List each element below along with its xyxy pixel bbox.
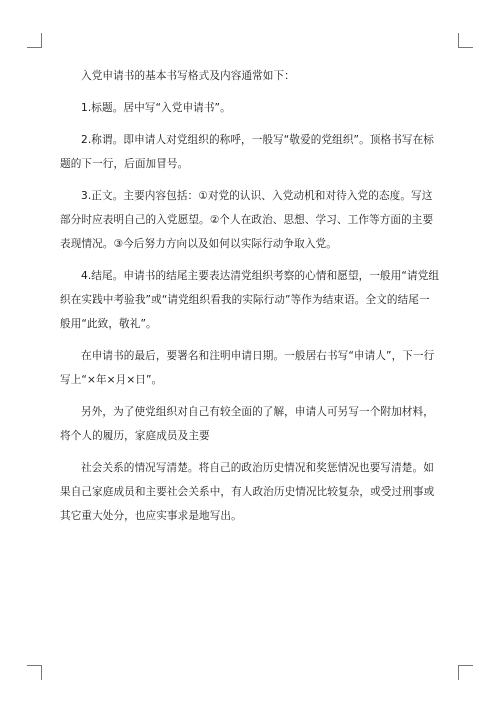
title-paragraph: 1.标题。居中写“入党申请书”。 [81, 102, 231, 114]
page-corner-mark-bottom-right [458, 665, 473, 680]
page-corner-mark-top-right [458, 33, 473, 48]
page-corner-mark-bottom-left [27, 665, 42, 680]
salutation-paragraph: 2.称谓。即申请人对党组织的称呼，一般写“敬爱的党组织”。顶格书写在标题的下一行，后面加冒号。 [60, 134, 434, 170]
supplement-paragraph: 另外，为了使党组织对自己有较全面的了解，申请人可另写一个附加材料，将个人的履历，家庭成员及主要 [60, 406, 434, 442]
page-corner-mark-top-left [27, 33, 42, 48]
body-paragraph: 3.正文。主要内容包括：①对党的认识、入党动机和对待入党的态度。写这部分时应表明自己的入党愿望。②个人在政治、思想、学习、工作等方面的主要表现情况。③今后努力方向以及如何以实际行动争取入党。 [60, 190, 434, 250]
document-body [60, 64, 440, 536]
supplement-detail-paragraph: 社会关系的情况写清楚。将自己的政治历史情况和奖惩情况也要写清楚。如果自己家庭成员和主要社会关系中，有人政治历史情况比较复杂，或受过刑事或其它重大处分，也应实事求是地写出。 [60, 462, 435, 522]
signature-paragraph: 在申请书的最后，要署名和注明申请日期。一般居右书写“申请人”，下一行写上“×年×月×日”。 [60, 350, 435, 386]
closing-paragraph: 4.结尾。申请书的结尾主要表达清党组织考察的心情和愿望，一般用“请党组织在实践中考验我”或“请党组织看我的实际行动”等作为结束语。全文的结尾一般用“此致，敬礼”。 [60, 270, 440, 330]
intro-paragraph: 入党申请书的基本书写格式及内容通常如下： [81, 70, 295, 82]
